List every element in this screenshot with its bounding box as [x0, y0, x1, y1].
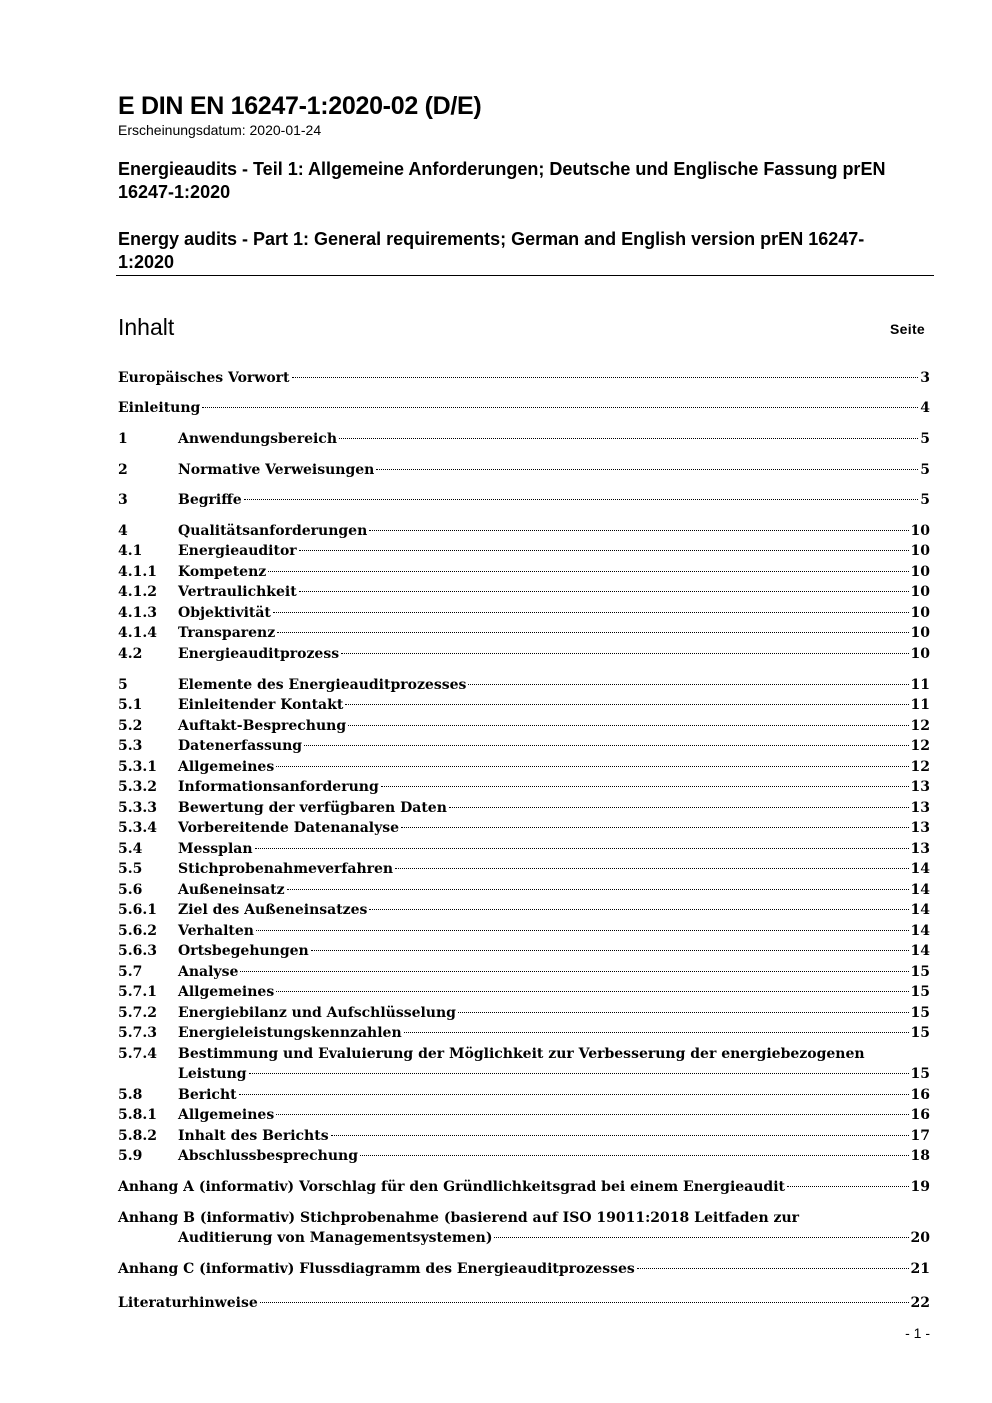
toc-entry-label: Vertraulichkeit — [178, 584, 297, 600]
toc-entry-page: 3 — [920, 370, 930, 386]
toc-entry-page: 14 — [910, 861, 930, 877]
toc-entry[interactable] — [118, 1259, 930, 1279]
toc-entry-number: 4 — [118, 523, 128, 539]
toc-entry[interactable] — [118, 777, 930, 797]
toc-entry-label: Kompetenz — [178, 564, 267, 580]
toc-entry-number: 5.3.2 — [118, 779, 157, 795]
toc-entry[interactable] — [118, 1085, 930, 1105]
toc-entry[interactable] — [118, 541, 930, 561]
toc-entry-label: Abschlussbesprechung — [178, 1148, 358, 1164]
toc-entry[interactable] — [118, 368, 930, 388]
toc-entry-label: Ziel des Außeneinsatzes — [178, 902, 368, 918]
dot-leader — [395, 868, 908, 869]
toc-entry-label: Energieauditprozess — [178, 646, 340, 662]
toc-entry-number: 5.8.2 — [118, 1128, 157, 1144]
toc-entry-label: Literaturhinweise — [118, 1295, 258, 1311]
toc-entry[interactable] — [118, 1126, 930, 1146]
toc-entry-page: 10 — [910, 605, 930, 621]
toc-entry[interactable] — [118, 839, 930, 859]
toc-entry[interactable] — [118, 490, 930, 510]
dot-leader — [494, 1237, 908, 1238]
dot-leader — [276, 1114, 908, 1115]
dot-leader — [277, 632, 908, 633]
toc-entry-number: 5.8.1 — [118, 1107, 157, 1123]
dot-leader — [276, 991, 908, 992]
dot-leader — [249, 1073, 909, 1074]
toc-entry-number: 4.2 — [118, 646, 143, 662]
toc-entry-label: Anhang B (informativ) Stichprobenahme (basierend auf ISO 19011:2018 Leitfaden zur — [118, 1210, 800, 1226]
toc-entry[interactable] — [118, 562, 930, 582]
toc-entry[interactable] — [118, 582, 930, 602]
toc-entry-page: 13 — [910, 800, 930, 816]
toc-entry-label-continued: Leistung — [178, 1066, 247, 1082]
toc-entry-label: Energieleistungskennzahlen — [178, 1025, 402, 1041]
toc-entry-number: 5.7 — [118, 964, 143, 980]
toc-entry-number: 5.3 — [118, 738, 143, 754]
toc-entry-page: 10 — [910, 564, 930, 580]
toc-entry[interactable] — [118, 695, 930, 715]
toc-entry-number: 4.1.3 — [118, 605, 157, 621]
toc-entry-page: 12 — [910, 738, 930, 754]
dot-leader — [637, 1268, 909, 1269]
toc-entry-label: Objektivität — [178, 605, 271, 621]
toc-entry-number: 5.7.1 — [118, 984, 157, 1000]
toc-entry-page: 14 — [910, 923, 930, 939]
toc-entry[interactable] — [118, 1208, 799, 1228]
dot-leader — [292, 377, 919, 378]
toc-entry-page: 12 — [910, 718, 930, 734]
toc-entry-label: Allgemeines — [178, 1107, 275, 1123]
toc-entry[interactable] — [118, 521, 930, 541]
toc-heading: Inhalt — [118, 314, 175, 340]
toc-entry-page: 13 — [910, 841, 930, 857]
toc-entry-label: Anhang A (informativ) Vorschlag für den Gründlichkeitsgrad bei einem Energieaudit — [118, 1179, 786, 1195]
dot-leader — [348, 725, 908, 726]
toc-entry-number: 5.7.2 — [118, 1005, 157, 1021]
toc-entry-page: 10 — [910, 646, 930, 662]
dot-leader — [468, 684, 908, 685]
toc-entry-page: 14 — [910, 943, 930, 959]
toc-entry-number: 4.1.1 — [118, 564, 157, 580]
toc-entry-label: Inhalt des Berichts — [178, 1128, 329, 1144]
toc-entry-page: 14 — [910, 882, 930, 898]
dot-leader — [256, 930, 909, 931]
publication-date: Erscheinungsdatum: 2020-01-24 — [118, 122, 322, 138]
toc-entry-number: 5.3.3 — [118, 800, 157, 816]
toc-entry-label: Allgemeines — [178, 984, 275, 1000]
toc-entry-number: 5.3.1 — [118, 759, 157, 775]
dot-leader — [345, 704, 908, 705]
dot-leader — [331, 1135, 909, 1136]
toc-entry[interactable] — [118, 1023, 930, 1043]
toc-entry-number: 5.6.2 — [118, 923, 157, 939]
toc-entry-label: Bericht — [178, 1087, 237, 1103]
dot-leader — [311, 950, 909, 951]
toc-entry-number: 5.6.3 — [118, 943, 157, 959]
dot-leader — [376, 469, 918, 470]
toc-entry-label: Bewertung der verfügbaren Daten — [178, 800, 447, 816]
toc-entry-label: Anwendungsbereich — [178, 431, 337, 447]
toc-entry-page: 17 — [910, 1128, 930, 1144]
toc-entry[interactable] — [118, 398, 930, 418]
dot-leader — [240, 971, 908, 972]
toc-entry-number: 5.3.4 — [118, 820, 157, 836]
toc-entry-number: 5 — [118, 677, 128, 693]
toc-entry-label: Datenerfassung — [178, 738, 303, 754]
toc-entry[interactable] — [118, 962, 930, 982]
toc-entry[interactable] — [118, 900, 930, 920]
toc-entry[interactable] — [118, 921, 930, 941]
toc-entry-label: Auftakt-Besprechung — [178, 718, 347, 734]
dot-leader — [369, 530, 908, 531]
toc-entry-label: Qualitätsanforderungen — [178, 523, 368, 539]
toc-entry[interactable] — [118, 1293, 930, 1313]
toc-entry[interactable] — [118, 675, 930, 695]
toc-entry[interactable] — [118, 880, 930, 900]
toc-entry[interactable] — [118, 757, 930, 777]
toc-entry-page: 15 — [910, 1066, 930, 1082]
toc-entry-label: Europäisches Vorwort — [118, 370, 290, 386]
toc-entry-label: Außeneinsatz — [178, 882, 285, 898]
toc-entry-number: 4.1.2 — [118, 584, 157, 600]
toc-entry-number: 5.4 — [118, 841, 143, 857]
toc-entry[interactable] — [118, 982, 930, 1002]
toc-entry[interactable] — [118, 460, 930, 480]
dot-leader — [360, 1155, 909, 1156]
toc-entry-number: 5.6 — [118, 882, 143, 898]
dot-leader — [268, 571, 908, 572]
dot-leader — [449, 807, 909, 808]
dot-leader — [202, 407, 918, 408]
toc-entry[interactable] — [118, 644, 930, 664]
toc-entry-page: 5 — [920, 431, 930, 447]
title-english: Energy audits - Part 1: General requirements; German and English version prEN 16247-1:2020 — [118, 229, 865, 272]
toc-entry-number: 5.7.4 — [118, 1046, 157, 1062]
toc-entry[interactable] — [118, 603, 930, 623]
toc-entry[interactable] — [118, 623, 930, 643]
dot-leader — [299, 550, 909, 551]
toc-entry-continuation[interactable] — [178, 1228, 930, 1248]
toc-entry[interactable] — [118, 818, 930, 838]
toc-entry-label: Allgemeines — [178, 759, 275, 775]
toc-entry[interactable] — [118, 736, 930, 756]
toc-entry-label: Transparenz — [178, 625, 276, 641]
dot-leader — [255, 848, 909, 849]
toc-entry-label: Energieauditor — [178, 543, 297, 559]
toc-entry-number: 1 — [118, 431, 128, 447]
toc-entry-label: Einleitender Kontakt — [178, 697, 344, 713]
toc-entry[interactable] — [118, 798, 930, 818]
toc-entry-page: 16 — [910, 1107, 930, 1123]
toc-entry-page: 11 — [910, 677, 930, 693]
toc-entry[interactable] — [118, 941, 930, 961]
toc-entry[interactable] — [118, 716, 930, 736]
toc-entry-label: Begriffe — [178, 492, 242, 508]
dot-leader — [299, 591, 909, 592]
dot-leader — [304, 745, 908, 746]
dot-leader — [244, 499, 919, 500]
toc-entry[interactable] — [118, 859, 930, 879]
toc-entry-page: 14 — [910, 902, 930, 918]
toc-entry-number: 5.6.1 — [118, 902, 157, 918]
toc-entry-page: 10 — [910, 543, 930, 559]
dot-leader — [381, 786, 909, 787]
dot-leader — [239, 1094, 909, 1095]
toc-entry-page: 13 — [910, 820, 930, 836]
toc-entry-label: Elemente des Energieauditprozesses — [178, 677, 467, 693]
toc-entry-page: 19 — [910, 1179, 930, 1195]
dot-leader — [339, 438, 918, 439]
toc-entry-number: 5.5 — [118, 861, 143, 877]
toc-entry-page: 10 — [910, 625, 930, 641]
toc-entry-page: 22 — [910, 1295, 930, 1311]
toc-entry-page: 10 — [910, 584, 930, 600]
toc-entry[interactable] — [118, 1146, 930, 1166]
toc-entry-number: 5.7.3 — [118, 1025, 157, 1041]
title-german: Energieaudits - Teil 1: Allgemeine Anforderungen; Deutsche und Englische Fassung prEN 16247-1:2020 — [118, 159, 886, 202]
toc-entry-label-continued: Auditierung von Managementsystemen) — [178, 1230, 493, 1246]
toc-entry-label: Normative Verweisungen — [178, 462, 375, 478]
toc-entry[interactable] — [118, 1003, 930, 1023]
toc-entry-number: 5.2 — [118, 718, 143, 734]
dot-leader — [273, 612, 909, 613]
toc-entry-page: 5 — [920, 492, 930, 508]
toc-entry-page: 13 — [910, 779, 930, 795]
toc-entry-page: 10 — [910, 523, 930, 539]
toc-entry-page: 20 — [910, 1230, 930, 1246]
toc-entry-label: Energiebilanz und Aufschlüsselung — [178, 1005, 456, 1021]
toc-entry-page: 12 — [910, 759, 930, 775]
toc-entry-page: 18 — [910, 1148, 930, 1164]
toc-entry-label: Messplan — [178, 841, 253, 857]
toc-entry-label: Verhalten — [178, 923, 254, 939]
dot-leader — [287, 889, 909, 890]
toc-entry-page: 5 — [920, 462, 930, 478]
toc-entry-number: 2 — [118, 462, 128, 478]
dot-leader — [276, 766, 908, 767]
toc-entry-page: 15 — [910, 1025, 930, 1041]
toc-entry-number: 3 — [118, 492, 128, 508]
toc-entry-page: 21 — [910, 1261, 930, 1277]
toc-entry-label: Analyse — [178, 964, 239, 980]
toc-entry-page: 15 — [910, 964, 930, 980]
dot-leader — [458, 1012, 909, 1013]
toc-entry[interactable] — [118, 1177, 930, 1197]
toc-entry-label: Anhang C (informativ) Flussdiagramm des Energieauditprozesses — [118, 1261, 635, 1277]
page-number: - 1 - — [905, 1325, 930, 1341]
dot-leader — [404, 1032, 909, 1033]
toc-entry-number: 5.1 — [118, 697, 143, 713]
toc-entry[interactable] — [118, 429, 930, 449]
dot-leader — [341, 653, 908, 654]
dot-leader — [260, 1302, 909, 1303]
toc-entry-label: Stichprobenahmeverfahren — [178, 861, 394, 877]
toc-entry-continuation[interactable] — [178, 1064, 930, 1084]
toc-entry-number: 5.8 — [118, 1087, 143, 1103]
toc-entry-page: 15 — [910, 984, 930, 1000]
toc-entry-number: 5.9 — [118, 1148, 143, 1164]
toc-entry-label: Ortsbegehungen — [178, 943, 309, 959]
toc-entry-number: 4.1.4 — [118, 625, 157, 641]
toc-entry-label: Bestimmung und Evaluierung der Möglichkeit zur Verbesserung der energiebezogenen — [178, 1046, 865, 1062]
toc-entry-label: Informationsanforderung — [178, 779, 379, 795]
dot-leader — [369, 909, 908, 910]
toc-entry-page: 4 — [920, 400, 930, 416]
toc-entry-number: 4.1 — [118, 543, 143, 559]
document-title: E DIN EN 16247-1:2020-02 (D/E) — [118, 92, 482, 120]
toc-entry-label: Vorbereitende Datenanalyse — [178, 820, 400, 836]
toc-entry-page: 16 — [910, 1087, 930, 1103]
toc-entry[interactable] — [118, 1044, 865, 1064]
toc-entry-page: 15 — [910, 1005, 930, 1021]
toc-entry[interactable] — [118, 1105, 930, 1125]
toc-page-label: Seite — [890, 321, 925, 337]
dot-leader — [401, 827, 908, 828]
toc-entry-label: Einleitung — [118, 400, 201, 416]
toc-entry-page: 11 — [910, 697, 930, 713]
dot-leader — [787, 1186, 909, 1187]
